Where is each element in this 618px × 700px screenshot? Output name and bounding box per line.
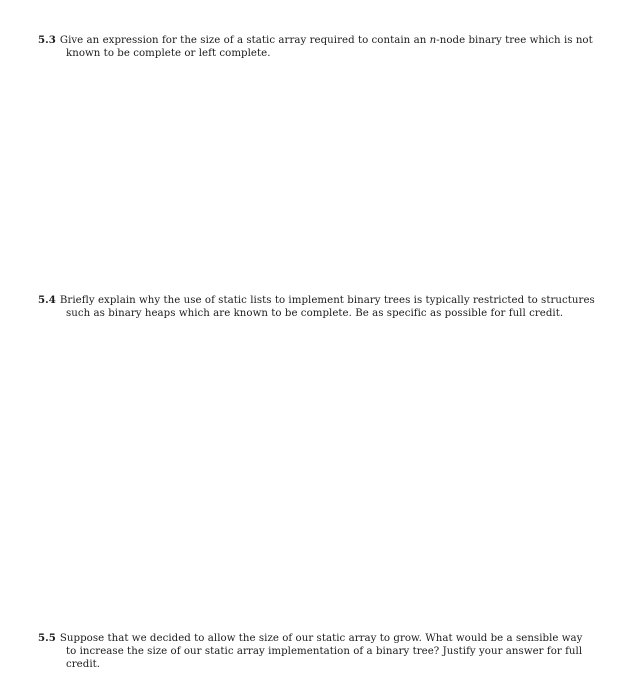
question-5-3 <box>38 34 593 60</box>
math-variable-n: n <box>429 35 437 46</box>
question-text: Suppose that we decided to allow the size of our static array to grow. What would be a sensible way <box>59 633 583 644</box>
question-5-4-line-1 <box>38 294 595 307</box>
question-5-4 <box>38 294 595 320</box>
question-5-5 <box>38 632 583 671</box>
question-5-4-line-2: such as binary heaps which are known to be complete. Be as specific as possible for full credit. <box>66 308 564 319</box>
question-text: Briefly explain why the use of static lists to implement binary trees is typically restricted to structures <box>59 295 595 306</box>
question-number: 5.5 <box>38 632 56 644</box>
question-number: 5.3 <box>38 34 56 46</box>
answer-space-5-3[interactable] <box>38 62 566 284</box>
question-number: 5.4 <box>38 294 56 306</box>
question-5-3-line-2: known to be complete or left complete. <box>66 48 271 59</box>
question-5-3-line-1 <box>38 34 593 47</box>
question-text: -node binary tree which is not <box>436 35 593 46</box>
question-5-5-line-3: credit. <box>66 659 101 670</box>
answer-space-5-4[interactable] <box>38 322 566 622</box>
question-5-5-line-1 <box>38 632 583 645</box>
question-5-5-line-2: to increase the size of our static array implementation of a binary tree? Justify your answer for full <box>66 646 583 657</box>
question-text: Give an expression for the size of a static array required to contain an <box>59 35 430 46</box>
